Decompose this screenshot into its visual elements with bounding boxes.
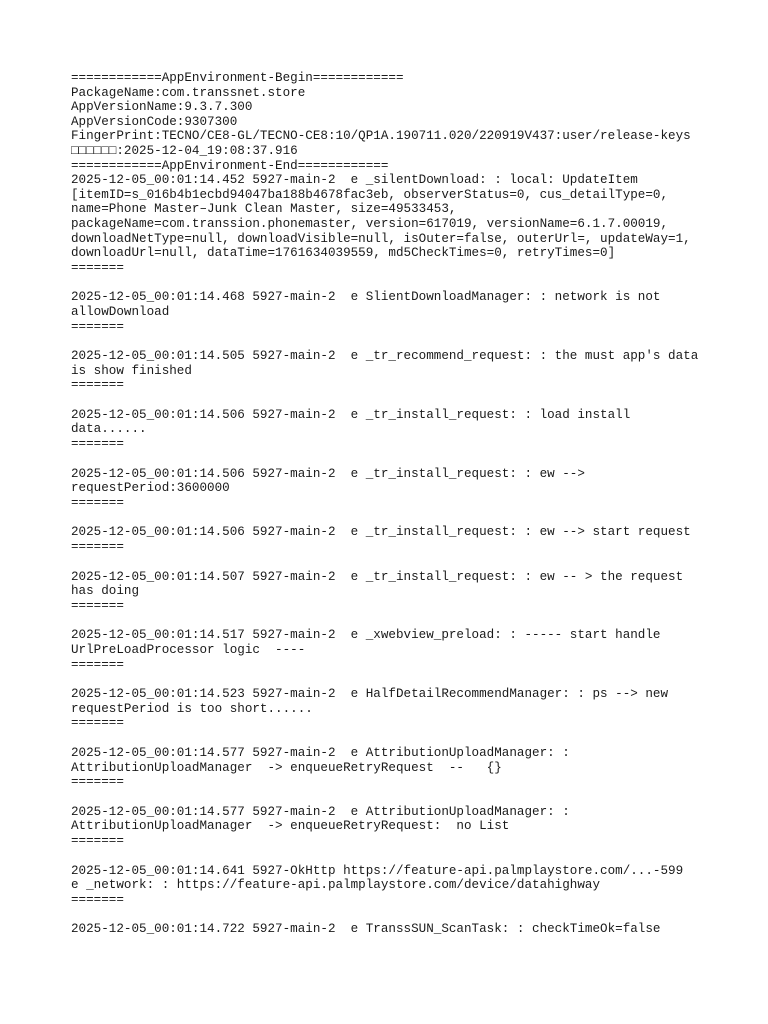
app-environment-block [71,71,711,173]
log-line: 2025-12-05_00:01:14.505 5927-main-2 e _tr_recommend_request: : the must app's data [71,349,699,364]
log-line: downloadNetType=null, downloadVisible=null, isOuter=false, outerUrl=, updateWay=1, [71,231,691,246]
env-fingerprint: FingerPrint:TECNO/CE8-GL/TECNO-CE8:10/QP1A.190711.020/220919V437:user/release-keys [71,129,691,144]
log-line: 2025-12-05_00:01:14.577 5927-main-2 e AttributionUploadManager: : [71,804,570,819]
log-line: 2025-12-05_00:01:14.507 5927-main-2 e _tr_install_request: : ew -- > the request [71,569,684,584]
log-entry [71,290,711,334]
log-separator: ======= [71,892,124,907]
log-line: 2025-12-05_00:01:14.641 5927-OkHttp https://feature-api.palmplaystore.com/...-599 [71,863,684,878]
log-entry [71,864,711,908]
log-separator: ======= [71,775,124,790]
log-entry [71,467,711,511]
env-package-name: PackageName:com.transsnet.store [71,85,306,100]
log-separator: ======= [71,598,124,613]
log-entry [71,805,711,849]
log-line: 2025-12-05_00:01:14.468 5927-main-2 e SlientDownloadManager: : network is not [71,290,661,305]
log-line: AttributionUploadManager -> enqueueRetryRequest -- {} [71,760,502,775]
log-entry [71,570,711,614]
log-line: allowDownload [71,304,170,319]
log-separator: ======= [71,437,124,452]
log-entry [71,349,711,393]
log-separator: ======= [71,833,124,848]
log-line: 2025-12-05_00:01:14.452 5927-main-2 e _silentDownload: : local: UpdateItem [71,173,638,188]
log-separator: ======= [71,319,124,334]
log-line: 2025-12-05_00:01:14.722 5927-main-2 e TranssSUN_ScanTask: : checkTimeOk=false [71,922,661,937]
log-separator: ======= [71,260,124,275]
log-line: e _network: : https://feature-api.palmplaystore.com/device/datahighway [71,878,601,893]
log-separator: ======= [71,540,124,555]
log-line: 2025-12-05_00:01:14.506 5927-main-2 e _tr_install_request: : load install [71,407,631,422]
log-line: packageName=com.transsion.phonemaster, version=617019, versionName=6.1.7.00019, [71,216,669,231]
log-separator: ======= [71,657,124,672]
log-line: 2025-12-05_00:01:14.506 5927-main-2 e _tr_install_request: : ew --> [71,466,585,481]
log-entry [71,173,711,275]
log-entry [71,525,711,554]
log-line: 2025-12-05_00:01:14.577 5927-main-2 e AttributionUploadManager: : [71,745,570,760]
env-version-code: AppVersionCode:9307300 [71,114,238,129]
log-entries [71,173,711,937]
log-document [71,71,711,937]
env-version-name: AppVersionName:9.3.7.300 [71,100,253,115]
log-separator: ======= [71,378,124,393]
log-entry [71,922,711,937]
log-line: [itemID=s_016b4b1ecbd94047ba188b4678fac3eb, observerStatus=0, cus_detailType=0, [71,187,669,202]
log-entry [71,687,711,731]
log-line: is show finished [71,363,192,378]
log-line: UrlPreLoadProcessor logic ---- [71,643,306,657]
log-line: downloadUrl=null, dataTime=1761634039559, md5CheckTimes=0, retryTimes=0] [71,246,616,261]
log-separator: ======= [71,495,124,510]
log-entry [71,408,711,452]
env-end-marker: ============AppEnvironment-End============ [71,158,389,173]
log-line: data...... [71,422,147,437]
log-line: name=Phone Master–Junk Clean Master, size=49533453, [71,202,457,217]
log-line: requestPeriod:3600000 [71,481,230,496]
log-entry [71,746,711,790]
log-line: 2025-12-05_00:01:14.517 5927-main-2 e _xwebview_preload: : ----- start handle [71,628,661,643]
log-line: AttributionUploadManager -> enqueueRetryRequest: no List [71,819,510,834]
env-timestamp: □□□□□□:2025-12-04_19:08:37.916 [71,143,298,158]
log-line: 2025-12-05_00:01:14.523 5927-main-2 e HalfDetailRecommendManager: : ps --> new [71,687,669,702]
env-begin-marker: ============AppEnvironment-Begin============ [71,71,404,85]
log-line: has doing [71,584,140,599]
log-entry [71,628,711,672]
log-separator: ======= [71,716,124,731]
log-line: 2025-12-05_00:01:14.506 5927-main-2 e _tr_install_request: : ew --> start request [71,525,691,540]
log-line: requestPeriod is too short...... [71,701,313,716]
